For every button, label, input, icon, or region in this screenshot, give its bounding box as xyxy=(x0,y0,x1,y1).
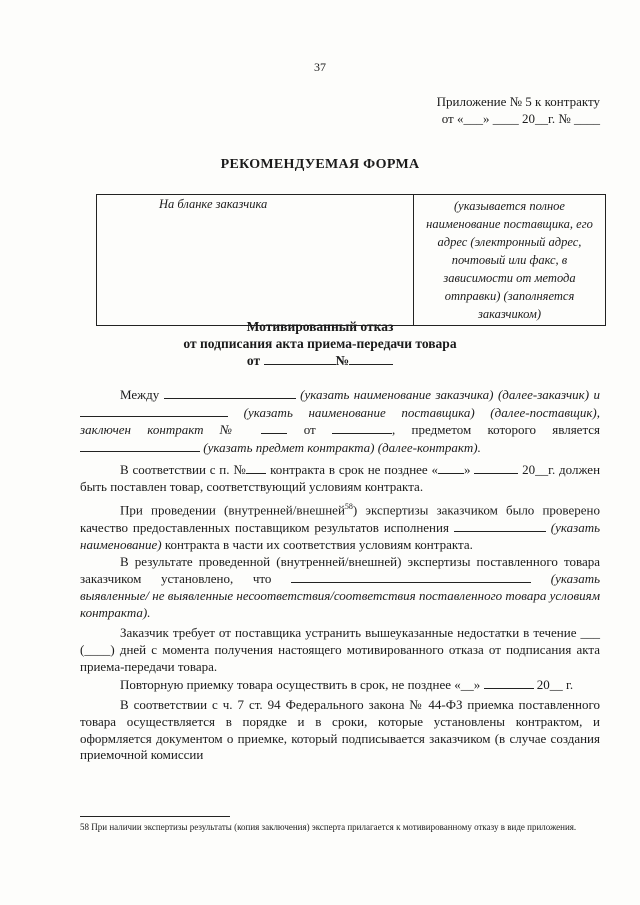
text: В результате проведенной (внутренней/внешней) экспертизы поставленного товара заказчиком установлено, что xyxy=(80,553,600,587)
text: ) экспертизы заказчиком было проверено качество предоставленных поставщиком результатов исполнения xyxy=(80,502,600,536)
paragraph-delivery-term xyxy=(80,461,600,495)
text: контракта в части их соответствия условиям контракта. xyxy=(164,536,473,552)
appendix-line-2: от «___» ____ 20__г. № ____ xyxy=(441,111,600,126)
paragraph-requirement: Заказчик требует от поставщика устранить вышеуказанные недостатки в течение ___ (____) дней с момента получения настоящего мотивированного отказа от подписания акта приема-передачи товара. xyxy=(80,625,600,674)
header-table xyxy=(96,194,606,326)
text: (указать выявленные/ не выявленные несоответствия/соответствия поставленного товара условиям контракта). xyxy=(80,571,601,620)
supplier-address-cell: (указывается полное наименование поставщика, его адрес (электронный адрес, почтовый или факс, в зависимости от метода отправки) (заполняется заказчиком) xyxy=(414,195,606,326)
document-title-line-1: Мотивированный отказ xyxy=(246,319,394,334)
number-blank xyxy=(349,352,393,365)
day-blank xyxy=(438,461,464,474)
text: Повторную приемку товара осуществить в срок, не позднее «__» xyxy=(120,676,481,692)
customer-letterhead-cell: На бланке заказчика xyxy=(97,195,414,326)
footnote: 58 При наличии экспертизы результаты (копия заключения) эксперта прилагается к мотивированному отказу в виде приложения. xyxy=(80,822,577,832)
text: , предметом которого является xyxy=(392,422,601,438)
text: (указать наименование поставщика) (далее-поставщик), заключен контракт № xyxy=(80,404,601,438)
document-title-line-3 xyxy=(0,352,640,369)
text: » xyxy=(464,461,471,477)
document-body xyxy=(80,386,600,764)
text: (указать наименование заказчика) (далее-заказчик) и xyxy=(300,387,600,402)
appendix-line-1: Приложение № 5 к контракту xyxy=(436,94,600,109)
findings-blank xyxy=(291,570,531,583)
text: 20__г. должен быть поставлен товар, соответствующий условиям контракта. xyxy=(80,461,601,494)
footnote-ref: 58 xyxy=(344,502,353,512)
text: от xyxy=(303,422,316,438)
document-title xyxy=(0,318,640,369)
text: Между xyxy=(120,387,160,402)
paragraph-parties xyxy=(80,386,600,457)
page-number: 37 xyxy=(314,60,326,74)
clause-number-blank xyxy=(246,461,266,474)
result-name-blank xyxy=(454,519,546,532)
appendix-reference xyxy=(437,93,600,127)
text: При проведении (внутренней/внешней xyxy=(120,502,345,518)
paragraph-law-reference: В соответствии с ч. 7 ст. 94 Федерального закона № 44-ФЗ приемка поставленного товара осуществляется в порядке и в сроки, которые установлены контрактом, и оформляется документом о приемке, который подписывается заказчиком (в случае создания приемочной комиссии xyxy=(80,697,600,763)
text: 20__ г. xyxy=(536,676,574,692)
document-title-line-2: от подписания акта приема-передачи товара xyxy=(183,336,457,351)
contract-subject-blank xyxy=(80,439,200,452)
contract-number-blank xyxy=(261,421,287,434)
text: В соответствии с п. № xyxy=(120,461,247,477)
text: (указать предмет контракта) (далее-контракт). xyxy=(203,440,481,456)
repeat-date-blank xyxy=(484,676,534,689)
date-label: от xyxy=(246,353,261,368)
paragraph-repeat-acceptance xyxy=(80,676,600,694)
text: (указать наименование) xyxy=(80,520,600,552)
paragraph-expertise-result xyxy=(80,554,600,622)
customer-name-blank xyxy=(164,386,296,399)
supplier-name-blank xyxy=(80,404,228,417)
paragraph-expertise xyxy=(80,499,600,553)
number-label: № xyxy=(335,353,350,368)
form-title: РЕКОМЕНДУЕМАЯ ФОРМА xyxy=(220,157,420,172)
date-blank xyxy=(264,352,336,365)
contract-date-blank xyxy=(332,421,392,434)
month-blank xyxy=(474,461,518,474)
text: контракта в срок не позднее « xyxy=(270,461,439,477)
footnote-divider xyxy=(80,816,230,817)
